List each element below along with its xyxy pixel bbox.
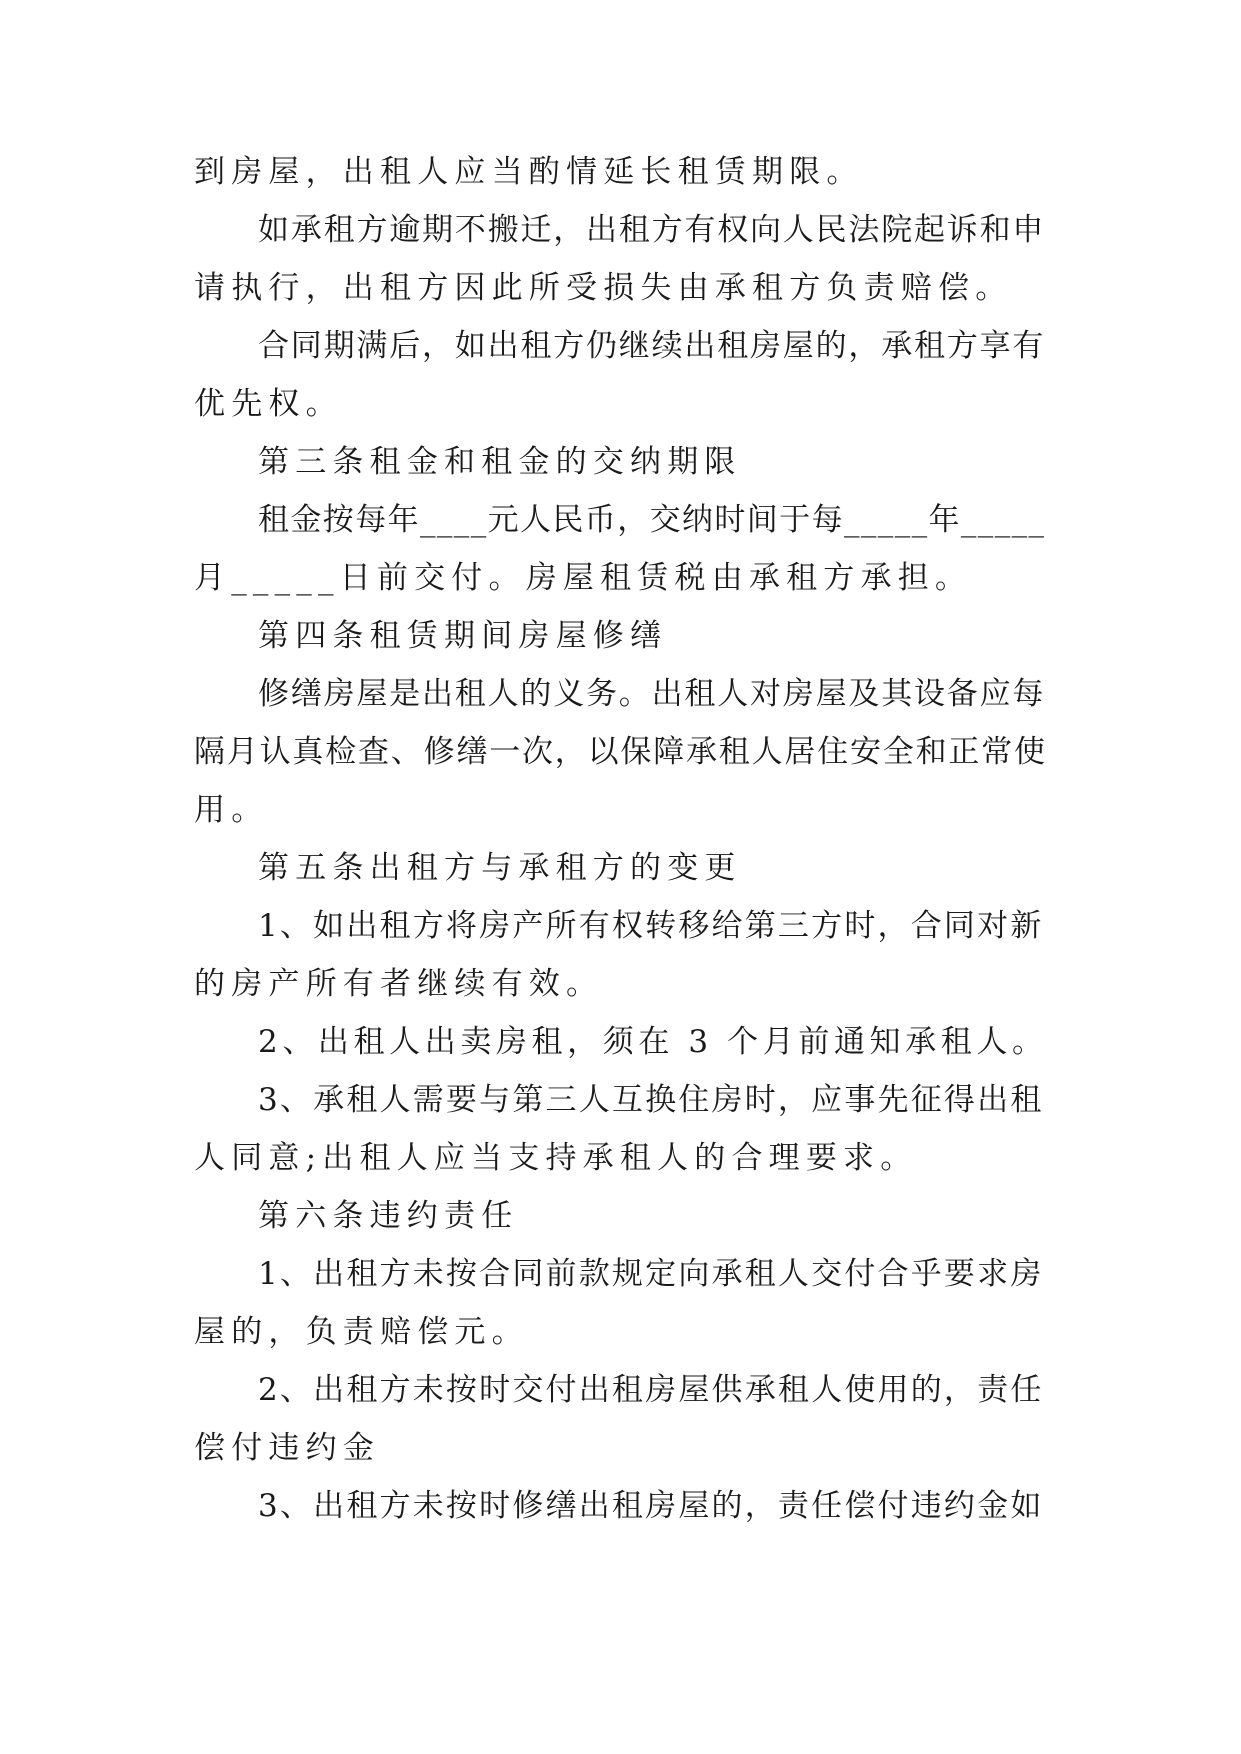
text-line: 优先权。	[194, 386, 343, 422]
paragraph-line: 1、如出租方将房产所有权转移给第三方时，合同对新	[258, 908, 1044, 944]
paragraph-line: 1、出租方未按合同前款规定向承租人交付合乎要求房	[258, 1256, 1044, 1292]
paragraph-line: 2、出租人出卖房租，须在 3 个月前通知承租人。	[258, 1024, 1048, 1060]
text-line: 用。	[194, 792, 269, 828]
paragraph-line: 修缮房屋是出租人的义务。出租人对房屋及其设备应每	[258, 676, 1046, 712]
paragraph-line: 2、出租方未按时交付出租房屋供承租人使用的，责任	[258, 1372, 1044, 1408]
paragraph-line: 如承租方逾期不搬迁，出租方有权向人民法院起诉和申	[258, 212, 1046, 248]
paragraph-line: 3、承租人需要与第三人互换住房时，应事先征得出租	[258, 1082, 1044, 1118]
section-heading: 第五条出租方与承租方的变更	[258, 850, 742, 886]
section-heading: 第四条租赁期间房屋修缮	[258, 618, 668, 654]
paragraph-line: 3、出租方未按时修缮出租房屋的，责任偿付违约金如	[258, 1488, 1044, 1524]
section-heading: 第六条违约责任	[258, 1198, 519, 1234]
paragraph-line: 租金按每年____元人民币，交纳时间于每_____年_____	[258, 502, 1046, 538]
text-line: 屋的，负责赔偿元。	[194, 1314, 529, 1350]
text-line: 月_____日前交付。房屋租赁税由承租方承担。	[194, 560, 973, 596]
text-line: 偿付违约金	[194, 1430, 380, 1466]
paragraph-line: 合同期满后，如出租方仍继续出租房屋的，承租方享有	[258, 328, 1046, 364]
text-line: 的房产所有者继续有效。	[194, 966, 604, 1002]
text-line: 人同意;出租人应当支持承租人的合理要求。	[194, 1140, 918, 1176]
text-line: 到房屋，出租人应当酌情延长租赁期限。	[194, 154, 864, 190]
section-heading: 第三条租金和租金的交纳期限	[258, 444, 742, 480]
text-line: 请执行，出租方因此所受损失由承租方负责赔偿。	[194, 270, 1013, 306]
text-line: 隔月认真检查、修缮一次，以保障承租人居住安全和正常使	[194, 734, 1047, 770]
